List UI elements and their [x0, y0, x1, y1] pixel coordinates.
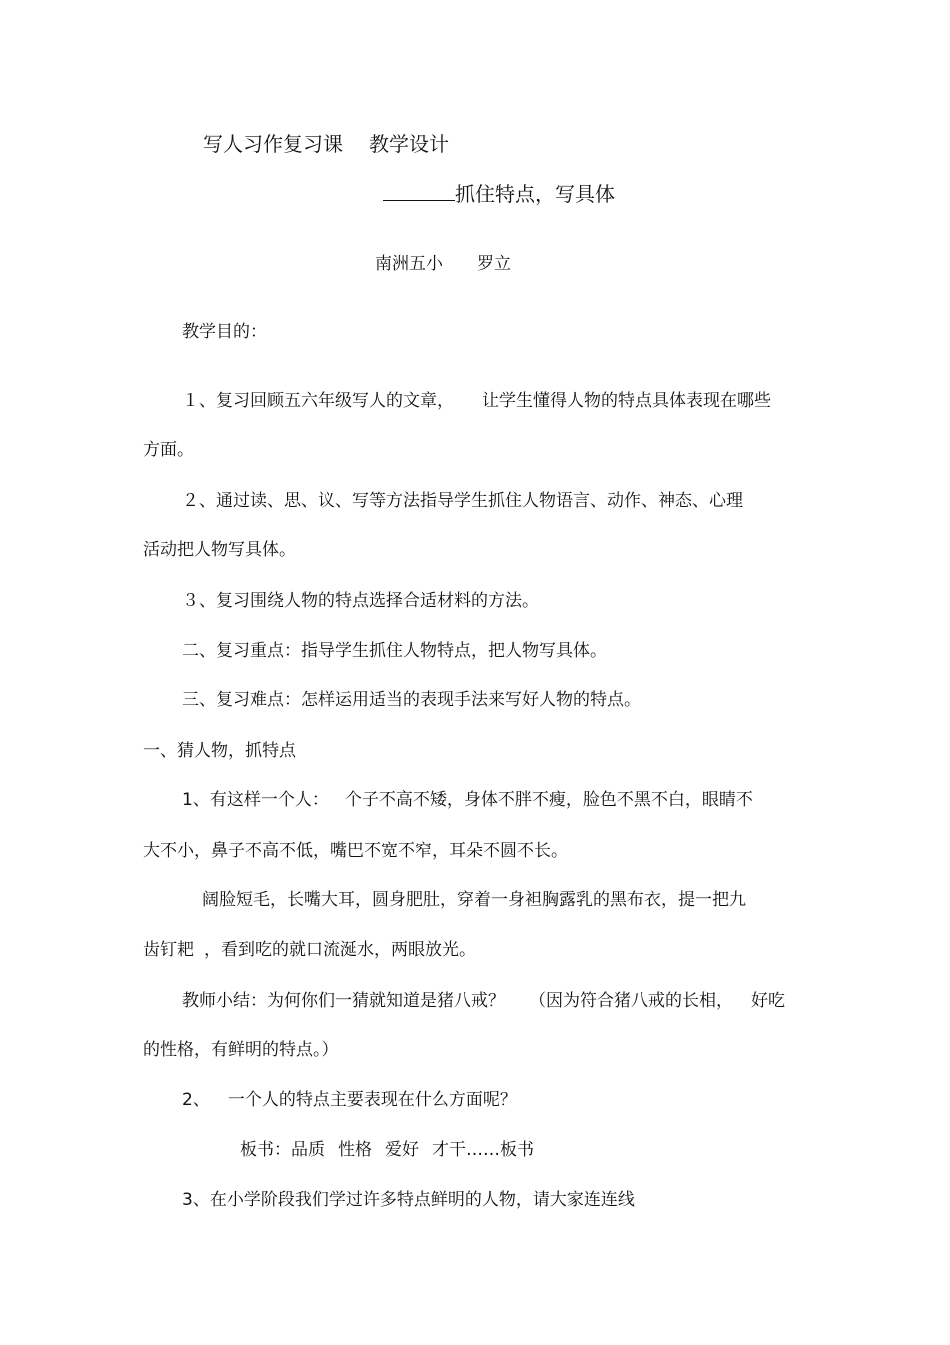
question-2 [182, 1089, 517, 1111]
summary-part-a: 教师小结：为何你们一猜就知道是猪八戒？ [182, 991, 505, 1011]
title-main: 写人习作复习课 [203, 132, 343, 156]
question-2-number: 2、 [182, 1090, 210, 1110]
goal-2-line-1: ２、通过读、思、议、写等方法指导学生抓住人物语言、动作、神态、心理 [182, 491, 743, 511]
board-item: 才干……板书 [432, 1140, 534, 1160]
board-label: 板书： [240, 1140, 291, 1160]
board-item: 性格 [338, 1140, 372, 1160]
teacher-summary-line-1 [182, 990, 785, 1012]
board-item: 爱好 [385, 1140, 419, 1160]
author-line [375, 253, 511, 275]
s1-para-2-line-1: 阔脸短毛，长嘴大耳，圆身肥肚，穿着一身袒胸露乳的黑布衣，提一把九 [202, 890, 746, 910]
board-item: 品质 [291, 1140, 325, 1160]
s1-para-1-part-b: 个子不高不矮，身体不胖不瘦，脸色不黑不白，眼睛不 [344, 790, 753, 810]
teacher-summary-line-2: 的性格，有鲜明的特点。） [143, 1040, 339, 1060]
title-suffix: 教学设计 [369, 132, 449, 156]
s1-para-2-part-b: 齿钉耙 [143, 940, 194, 960]
goal-1-part-a: １、复习回顾五六年级写人的文章， [182, 391, 454, 411]
school-name: 南洲五小 [375, 254, 443, 274]
doc-subtitle [383, 181, 615, 207]
s1-para-1-part-a: 1、有这样一个人： [182, 790, 329, 810]
subtitle-text: 抓住特点，写具体 [455, 182, 615, 206]
goal-2-line-2: 活动把人物写具体。 [143, 540, 296, 560]
s1-para-1-line-1 [182, 789, 753, 811]
difficulties: 三、复习难点：怎样运用适当的表现手法来写好人物的特点。 [182, 690, 641, 710]
question-2-text: 一个人的特点主要表现在什么方面呢？ [227, 1090, 517, 1110]
goal-3: ３、复习围绕人物的特点选择合适材料的方法。 [182, 591, 539, 611]
goal-1-part-b: 让学生懂得人物的特点具体表现在哪些 [482, 391, 771, 411]
goals-heading: 教学目的： [182, 322, 267, 342]
doc-title [203, 131, 449, 157]
key-points: 二、复习重点：指导学生抓住人物特点，把人物写具体。 [182, 641, 607, 661]
board-notes [240, 1139, 534, 1161]
goal-1-line-1 [182, 390, 771, 412]
s1-para-2-line-2 [143, 939, 476, 961]
question-3: 3、在小学阶段我们学过许多特点鲜明的人物，请大家连连线 [182, 1190, 635, 1210]
section-1-heading: 一、猜人物，抓特点 [143, 741, 296, 761]
author-name: 罗立 [477, 254, 511, 274]
goal-1-line-2: 方面。 [143, 440, 194, 460]
s1-para-2-part-c: ，看到吃的就口流涎水，两眼放光。 [204, 940, 476, 960]
title-blank-line [383, 182, 455, 201]
summary-part-c: 好吃 [751, 991, 785, 1011]
summary-part-b: （因为符合猪八戒的长相， [529, 991, 733, 1011]
s1-para-1-line-2: 大不小，鼻子不高不低，嘴巴不宽不窄，耳朵不圆不长。 [143, 841, 568, 861]
